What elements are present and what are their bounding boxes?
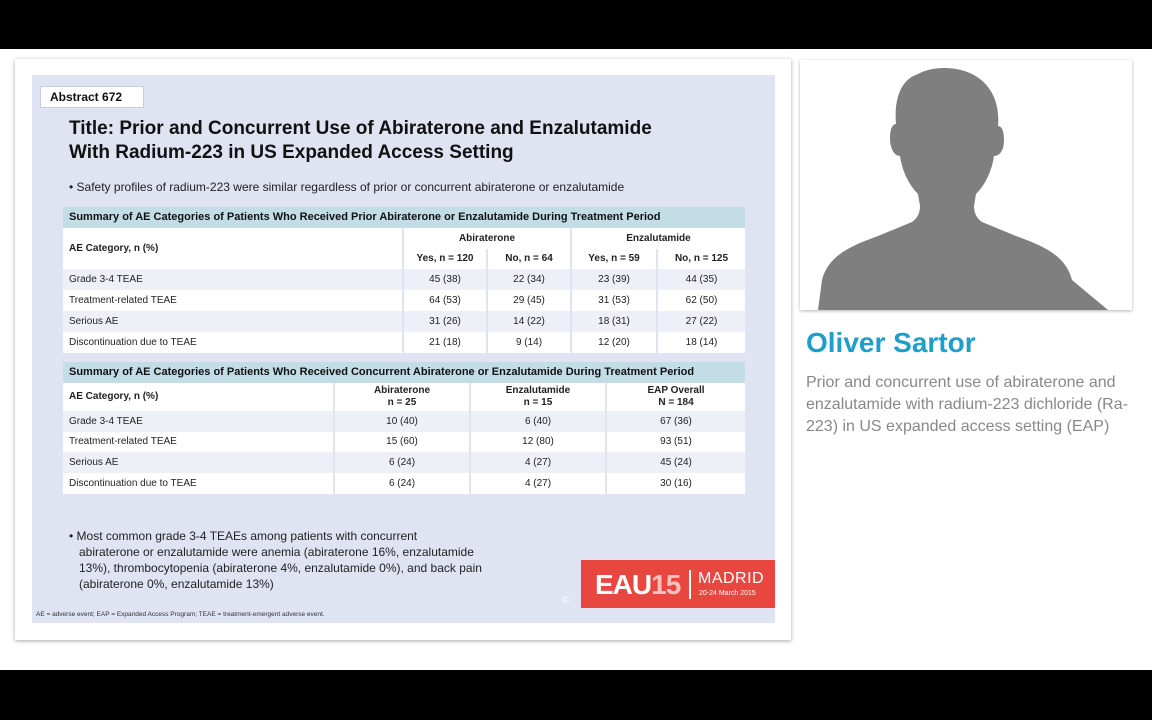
cell: 12 (20) (571, 332, 657, 353)
eau-logo-city: MADRID (698, 570, 765, 587)
table-row (63, 411, 745, 432)
concurrent-use-table (63, 362, 745, 494)
cell: 21 (18) (403, 332, 487, 353)
table-row (63, 290, 745, 311)
row-label: Discontinuation due to TEAE (63, 473, 334, 494)
cell: 18 (31) (571, 311, 657, 332)
copyright-mark: © (562, 595, 569, 605)
row-label: Discontinuation due to TEAE (63, 332, 403, 353)
table2-title: Summary of AE Categories of Patients Who Received Concurrent Abiraterone or Enzalutamide During Treatment Period (63, 362, 745, 383)
table-row (63, 269, 745, 290)
col-n: n = 15 (523, 396, 553, 408)
table-row (63, 432, 745, 453)
table1-col-header: No, n = 125 (657, 249, 745, 270)
cell: 45 (24) (606, 452, 745, 473)
table2-col-abiraterone (334, 383, 470, 411)
cell: 30 (16) (606, 473, 745, 494)
abstract-tag: Abstract 672 (40, 86, 144, 108)
bullet-teae-summary (69, 528, 559, 592)
cell: 4 (27) (470, 452, 606, 473)
cell: 64 (53) (403, 290, 487, 311)
eau-logo-year: 15 (651, 569, 681, 600)
eau-logo-dates: 20-24 March 2015 (699, 590, 756, 597)
col-n: N = 184 (658, 396, 694, 408)
cell: 44 (35) (657, 269, 745, 290)
col-name: EAP Overall (647, 384, 705, 396)
cell: 93 (51) (606, 432, 745, 453)
table1-title: Summary of AE Categories of Patients Who Received Prior Abiraterone or Enzalutamide During Treatment Period (63, 207, 745, 228)
cell: 31 (26) (403, 311, 487, 332)
cell: 18 (14) (657, 332, 745, 353)
cell: 9 (14) (487, 332, 571, 353)
table-row (63, 311, 745, 332)
table2-col-enzalutamide (470, 383, 606, 411)
cell: 10 (40) (334, 411, 470, 432)
col-n: n = 25 (387, 396, 417, 408)
cell: 31 (53) (571, 290, 657, 311)
row-label: Serious AE (63, 311, 403, 332)
cell: 29 (45) (487, 290, 571, 311)
table-row (63, 452, 745, 473)
table1-category-header: AE Category, n (%) (63, 228, 403, 270)
cell: 6 (40) (470, 411, 606, 432)
cell: 62 (50) (657, 290, 745, 311)
table-row (63, 473, 745, 494)
avatar-silhouette-icon (800, 60, 1132, 310)
table2-category-header: AE Category, n (%) (63, 383, 334, 411)
eau-logo-text: EAU (595, 569, 652, 600)
col-name: Abiraterone (373, 384, 431, 396)
table1-group-abiraterone: Abiraterone (403, 228, 571, 249)
bullet-safety: • Safety profiles of radium-223 were similar regardless of prior or concurrent abiraterone or enzalutamide (69, 180, 625, 194)
talk-title: Prior and concurrent use of abiraterone and enzalutamide with radium-223 dichloride (Ra-223) in US expanded access setting (EAP) (806, 374, 1128, 435)
row-label: Treatment-related TEAE (63, 290, 403, 311)
eau-logo-wordmark (595, 569, 680, 601)
cell: 12 (80) (470, 432, 606, 453)
bullet2-line: 13%), thrombocytopenia (abiraterone 4%, enzalutamide 0%), and back pain (79, 561, 482, 575)
cell: 22 (34) (487, 269, 571, 290)
cell: 45 (38) (403, 269, 487, 290)
table1-group-enzalutamide: Enzalutamide (571, 228, 745, 249)
slide-title-line1: Title: Prior and Concurrent Use of Abiraterone and Enzalutamide (69, 118, 652, 139)
row-label: Serious AE (63, 452, 334, 473)
cell: 6 (24) (334, 473, 470, 494)
cell: 15 (60) (334, 432, 470, 453)
slide-title-line2: With Radium-223 in US Expanded Access Setting (69, 142, 514, 163)
cell: 27 (22) (657, 311, 745, 332)
row-label: Grade 3-4 TEAE (63, 411, 334, 432)
row-label: Grade 3-4 TEAE (63, 269, 403, 290)
table1-col-header: Yes, n = 59 (571, 249, 657, 270)
bullet2-line: • Most common grade 3-4 TEAEs among patients with concurrent (69, 529, 418, 543)
row-label: Treatment-related TEAE (63, 432, 334, 453)
eau-logo (581, 560, 775, 608)
logo-divider (689, 570, 691, 599)
cell: 67 (36) (606, 411, 745, 432)
slide-title (69, 117, 759, 165)
table2-col-eap-overall (606, 383, 745, 411)
table-row (63, 332, 745, 353)
table1-col-header: Yes, n = 120 (403, 249, 487, 270)
cell: 14 (22) (487, 311, 571, 332)
bullet2-line: abiraterone or enzalutamide were anemia (abiraterone 16%, enzalutamide (79, 545, 474, 559)
bullet2-line: (abiraterone 0%, enzalutamide 13%) (79, 577, 274, 591)
cell: 23 (39) (571, 269, 657, 290)
prior-use-table (63, 207, 745, 353)
cell: 4 (27) (470, 473, 606, 494)
col-name: Enzalutamide (505, 384, 571, 396)
cell: 6 (24) (334, 452, 470, 473)
footnote: AE = adverse event; EAP = Expanded Access Program; TEAE = treatment-emergent adverse event. (36, 611, 325, 618)
speaker-name: Oliver Sartor (806, 327, 976, 358)
table1-col-header: No, n = 64 (487, 249, 571, 270)
